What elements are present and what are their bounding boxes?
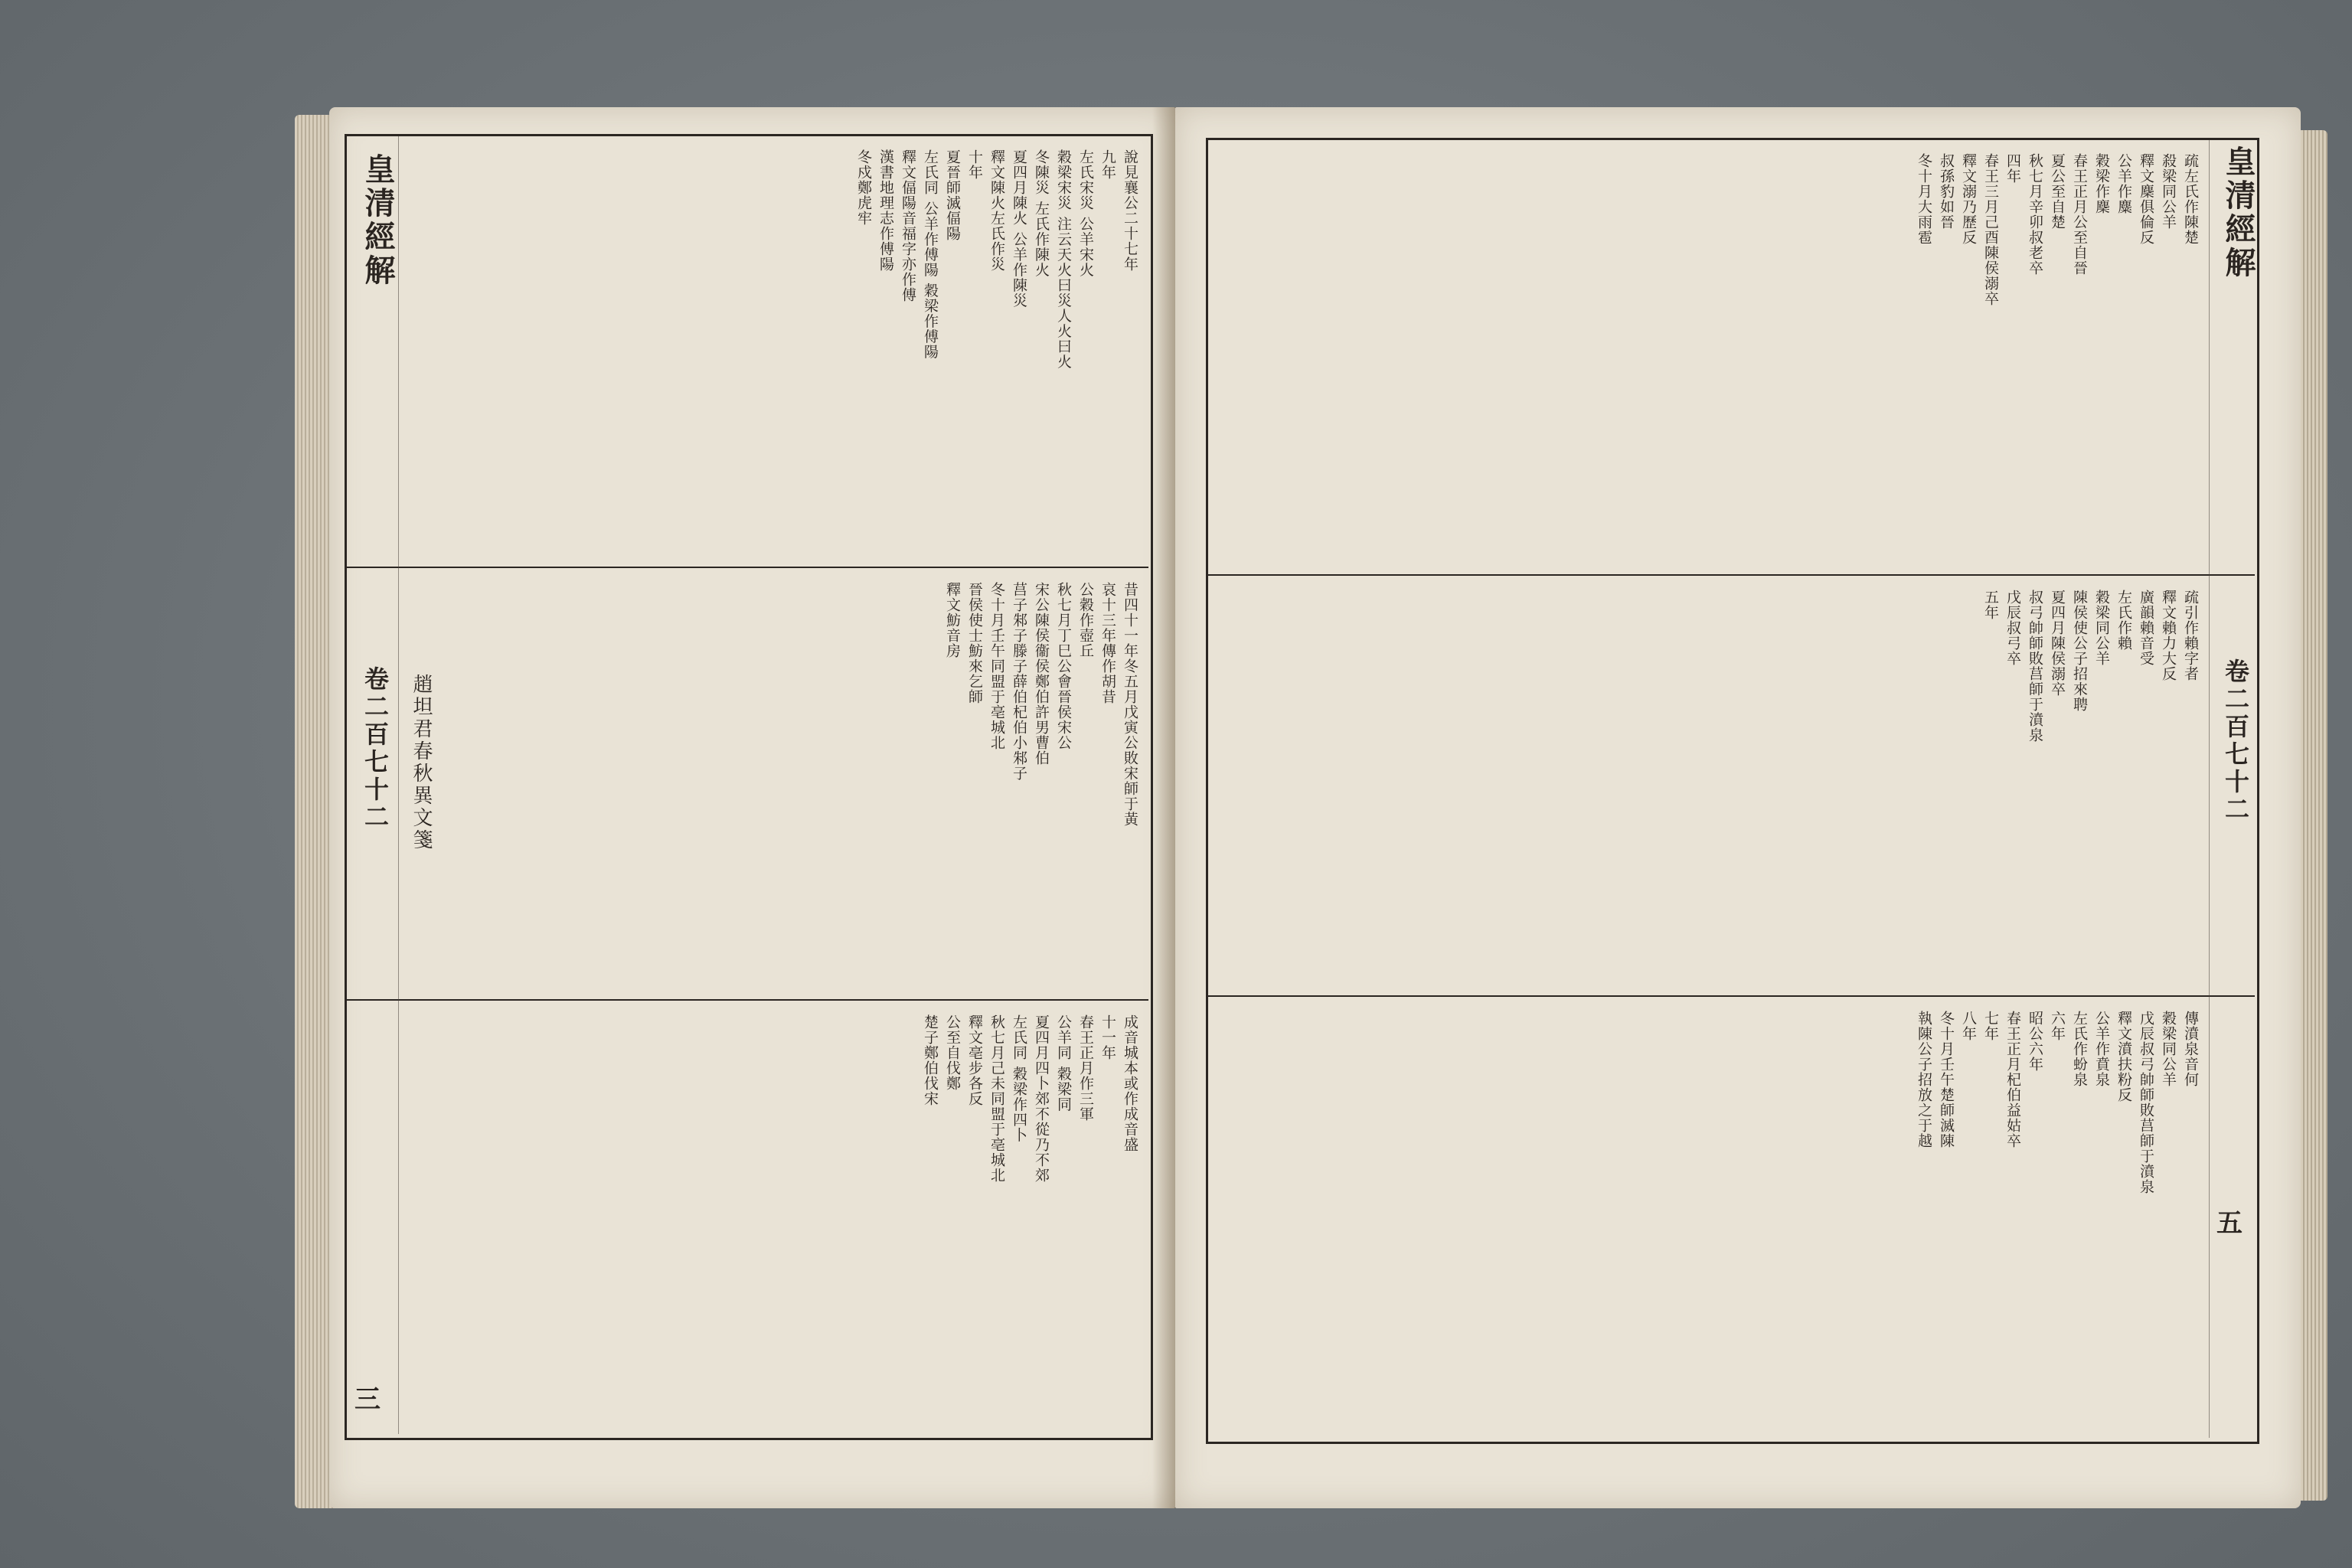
right-running-title [2216,145,2260,635]
right-top-register-text: 疏左氏作陳楚 殺梁同公羊 釋文麇俱倫反 公羊作麋 穀梁作麇 春王正月公至自晉 夏公至自楚 秋七月辛卯叔老卒 四年 春王三月己酉陳侯溺卒 釋文溺乃歷反 叔孫豹如晉 冬十月大雨雹 [1916,153,2199,306]
right-volume-text: 卷二百七十二 [2221,658,2250,824]
left-volume-label [358,666,393,831]
right-register-rule-2 [1207,995,2255,997]
left-register-rule-1 [346,567,1148,568]
right-register-rule-1 [1207,574,2255,576]
left-bottom-register-text: 成音城本或作成音盛 十一年 春王正月作三軍 公羊同 穀梁同 夏四月四卜郊不從乃不郊 左氏同 穀梁作四卜 秋七月己未同盟于亳城北 釋文亳步各反 公至自伐鄭 楚子鄭伯伐宋 [922,1014,1138,1183]
left-running-title [356,153,400,643]
right-title-column-rule [2209,140,2210,1438]
right-volume-label [2218,658,2253,824]
right-middle-register-text: 疏引作賴字者 釋文賴力大反 廣韻賴音受 左氏作賴 穀梁同公羊 陳侯使公子招來聘 夏四月陳侯溺卒 叔弓帥師敗莒師于濆泉 戊辰叔弓卒 五年 [1982,590,2199,743]
colophon-line: 趙坦君春秋異文箋 [410,674,433,851]
right-page-number: 五 [2216,1208,2243,1239]
left-page-number: 三 [354,1384,381,1415]
right-title-text: 皇清經解 [2220,145,2256,280]
left-title-text: 皇清經解 [360,153,396,288]
left-volume-text: 卷二百七十二 [361,666,390,831]
left-top-register-text: 說見襄公二十七年 九年 左氏宋災 公羊宋火 穀梁宋災 注云天火曰災人火曰火 冬陳災 左氏作陳火 夏四月陳火 公羊作陳災 釋文陳火左氏作災 十年 夏晉師滅偪陽 左氏同 公羊作傅陽 穀梁作傅陽 釋文偪陽音福字亦作傅 漢書地理志作傅陽 冬戍鄭虎牢 [855,149,1138,370]
right-bottom-register-text: 傳濆泉音何 穀梁同公羊 戊辰叔弓帥師敗莒師于濆泉 釋文濆扶粉反 公羊作賁泉 左氏作蚡泉 六年 昭公六年 春王正月杞伯益姑卒 七年 八年 冬十月壬午楚師滅陳 執陳公子招放之于越 [1916,1011,2199,1194]
left-middle-register-text: 昔四十一年冬五月戊寅公敗宋師于黃 哀十三年傳作胡昔 公穀作壺丘 秋七月丁巳公會晉侯宋公 宋公陳侯衞侯鄭伯許男曹伯 莒子邾子滕子薛伯杞伯小邾子 冬十月壬午同盟于亳城北 晉侯使士魴來乞師 釋文魴音房 [944,582,1138,827]
left-register-rule-2 [346,999,1148,1001]
